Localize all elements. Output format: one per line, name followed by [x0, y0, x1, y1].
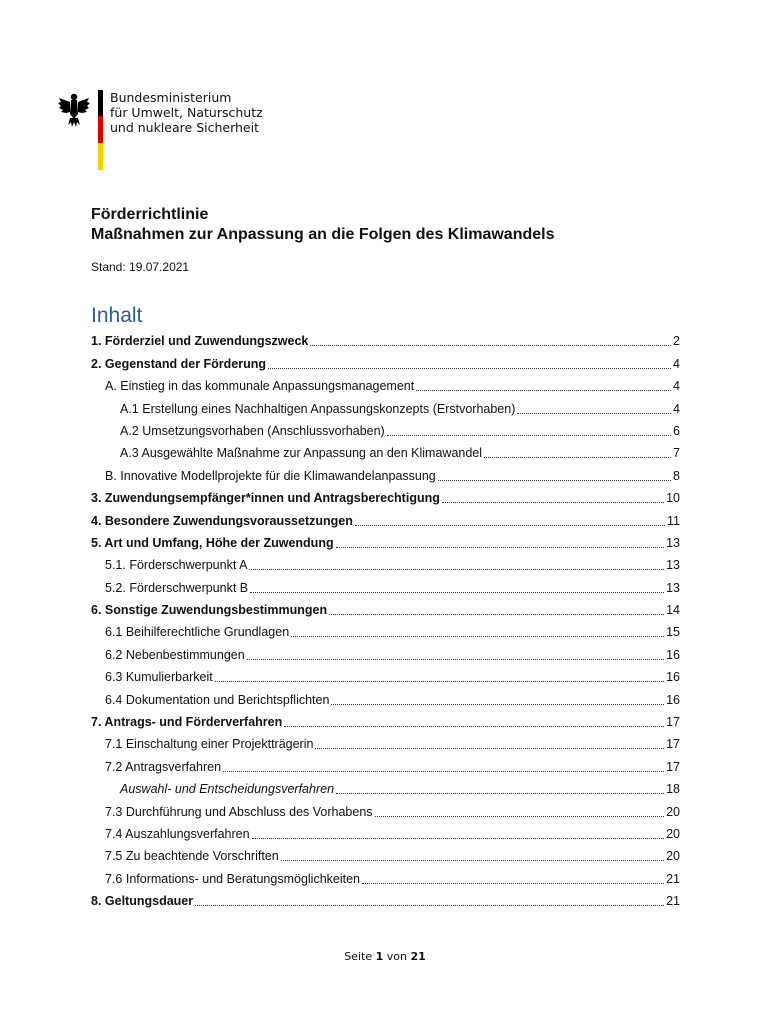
toc-leader-dots — [252, 838, 665, 839]
ministry-logo — [58, 90, 318, 170]
toc-entry[interactable] — [91, 752, 680, 774]
toc-entry[interactable] — [91, 417, 680, 439]
toc-leader-dots — [291, 636, 664, 637]
toc-entry-label: 8. Geltungsdauer — [91, 894, 194, 909]
toc-entry-label: 5. Art und Umfang, Höhe der Zuwendung — [91, 535, 334, 550]
toc-entry-page: 10 — [666, 491, 680, 506]
toc-leader-dots — [195, 905, 664, 906]
toc-entry-label: 7.4 Auszahlungsverfahren — [105, 826, 250, 841]
toc-leader-dots — [315, 748, 664, 749]
ministry-line-2: für Umwelt, Naturschutz — [110, 105, 263, 120]
toc-leader-dots — [362, 883, 664, 884]
footer-current-page: 1 — [375, 950, 384, 963]
toc-entry[interactable] — [91, 327, 680, 349]
toc-entry-page: 17 — [666, 715, 680, 730]
toc-entry[interactable] — [91, 618, 680, 640]
toc-leader-dots — [355, 525, 665, 526]
toc-entry-label: 7.6 Informations- und Beratungsmöglichkeiten — [105, 871, 361, 886]
toc-entry[interactable] — [91, 864, 680, 886]
toc-leader-dots — [416, 390, 671, 391]
toc-entry[interactable] — [91, 708, 680, 730]
toc-entry-label: 6.4 Dokumentation und Berichtspflichten — [105, 692, 330, 707]
toc-entry[interactable] — [91, 529, 680, 551]
toc-entry-page: 17 — [666, 759, 680, 774]
toc-leader-dots — [438, 480, 671, 481]
toc-entry[interactable] — [91, 797, 680, 819]
toc-entry-page: 16 — [666, 647, 680, 662]
toc-entry[interactable] — [91, 461, 680, 483]
ministry-name — [110, 90, 263, 135]
toc-entry-page: 6 — [673, 423, 680, 438]
toc-entry-label: B. Innovative Modellprojekte für die Klimawandelanpassung — [105, 468, 436, 483]
toc-entry[interactable] — [91, 842, 680, 864]
toc-entry-label: A.2 Umsetzungsvorhaben (Anschlussvorhaben) — [120, 423, 385, 438]
toc-entry[interactable] — [91, 349, 680, 371]
toc-entry-label: A. Einstieg in das kommunale Anpassungsmanagement — [105, 379, 415, 394]
toc-leader-dots — [336, 793, 664, 794]
toc-entry-page: 14 — [666, 603, 680, 618]
toc-entry-label: Auswahl- und Entscheidungsverfahren — [120, 782, 335, 797]
toc-entry-label: 7.5 Zu beachtende Vorschriften — [105, 849, 279, 864]
toc-leader-dots — [375, 816, 665, 817]
toc-entry-label: 5.2. Förderschwerpunkt B — [105, 580, 249, 595]
toc-entry-label: 1. Förderziel und Zuwendungszweck — [91, 334, 309, 349]
toc-entry[interactable] — [91, 372, 680, 394]
toc-entry-label: 7. Antrags- und Förderverfahren — [91, 715, 283, 730]
footer-middle: von — [386, 950, 407, 963]
toc-entry-page: 4 — [673, 401, 680, 416]
toc-leader-dots — [249, 569, 664, 570]
document-date: Stand: 19.07.2021 — [91, 260, 190, 274]
toc-leader-dots — [268, 368, 671, 369]
toc-entry[interactable] — [91, 685, 680, 707]
toc-entry-page: 20 — [666, 804, 680, 819]
toc-leader-dots — [331, 704, 664, 705]
toc-entry-page: 13 — [666, 535, 680, 550]
toc-leader-dots — [250, 592, 664, 593]
toc-entry[interactable] — [91, 484, 680, 506]
toc-entry[interactable] — [91, 573, 680, 595]
footer-prefix: Seite — [344, 950, 373, 963]
toc-entry-label: 6.3 Kumulierbarkeit — [105, 670, 213, 685]
toc-entry-label: A.1 Erstellung eines Nachhaltigen Anpassungskonzepts (Erstvorhaben) — [120, 401, 516, 416]
toc-entry-page: 8 — [673, 468, 680, 483]
ministry-line-1: Bundesministerium — [110, 90, 232, 105]
toc-entry[interactable] — [91, 551, 680, 573]
toc-leader-dots — [215, 681, 664, 682]
toc-entry-page: 13 — [666, 580, 680, 595]
toc-entry-page: 15 — [666, 625, 680, 640]
toc-leader-dots — [284, 726, 664, 727]
toc-entry[interactable] — [91, 887, 680, 909]
toc-leader-dots — [336, 547, 665, 548]
toc-entry-label: 4. Besondere Zuwendungsvoraussetzungen — [91, 513, 353, 528]
footer-total-pages: 21 — [410, 950, 426, 963]
german-flag-bar — [98, 90, 103, 170]
toc-entry-page: 2 — [673, 334, 680, 349]
toc-entry-page: 18 — [666, 782, 680, 797]
table-of-contents — [91, 327, 680, 909]
toc-heading: Inhalt — [91, 304, 143, 327]
toc-entry-page: 7 — [673, 446, 680, 461]
toc-entry[interactable] — [91, 596, 680, 618]
toc-entry-label: A.3 Ausgewählte Maßnahme zur Anpassung an den Klimawandel — [120, 446, 483, 461]
federal-eagle-icon — [58, 92, 90, 128]
toc-leader-dots — [517, 413, 671, 414]
toc-entry-label: 7.1 Einschaltung einer Projektträgerin — [105, 737, 314, 752]
toc-entry[interactable] — [91, 820, 680, 842]
title-line-1: Förderrichtlinie — [91, 206, 209, 223]
toc-leader-dots — [442, 502, 664, 503]
toc-entry-page: 4 — [673, 379, 680, 394]
toc-entry[interactable] — [91, 640, 680, 662]
toc-entry-label: 7.3 Durchführung und Abschluss des Vorhabens — [105, 804, 373, 819]
toc-entry[interactable] — [91, 663, 680, 685]
toc-entry-label: 5.1. Förderschwerpunkt A — [105, 558, 248, 573]
toc-leader-dots — [310, 345, 671, 346]
toc-entry-page: 4 — [673, 356, 680, 371]
toc-entry-label: 6.2 Nebenbestimmungen — [105, 647, 245, 662]
toc-entry-page: 20 — [666, 826, 680, 841]
toc-entry[interactable] — [91, 394, 680, 416]
toc-entry-label: 6.1 Beihilferechtliche Grundlagen — [105, 625, 290, 640]
toc-entry-label: 6. Sonstige Zuwendungsbestimmungen — [91, 603, 328, 618]
toc-entry-page: 13 — [666, 558, 680, 573]
document-title — [91, 205, 554, 245]
page-footer — [0, 950, 770, 963]
toc-entry-page: 16 — [666, 670, 680, 685]
toc-entry[interactable] — [91, 730, 680, 752]
toc-entry-page: 16 — [666, 692, 680, 707]
toc-leader-dots — [281, 860, 664, 861]
toc-entry[interactable] — [91, 506, 680, 528]
toc-leader-dots — [329, 614, 664, 615]
toc-entry-page: 21 — [666, 871, 680, 886]
toc-leader-dots — [247, 659, 664, 660]
toc-entry-page: 17 — [666, 737, 680, 752]
toc-leader-dots — [484, 457, 671, 458]
title-line-2: Maßnahmen zur Anpassung an die Folgen des Klimawandels — [91, 226, 555, 243]
toc-entry-label: 2. Gegenstand der Förderung — [91, 356, 267, 371]
toc-entry-page: 11 — [667, 513, 680, 528]
toc-leader-dots — [223, 771, 664, 772]
toc-entry-page: 20 — [666, 849, 680, 864]
toc-entry[interactable] — [91, 775, 680, 797]
ministry-line-3: und nukleare Sicherheit — [110, 120, 259, 135]
toc-entry-page: 21 — [666, 894, 680, 909]
toc-entry[interactable] — [91, 439, 680, 461]
toc-entry-label: 7.2 Antragsverfahren — [105, 759, 222, 774]
toc-leader-dots — [387, 435, 671, 436]
toc-entry-label: 3. Zuwendungsempfänger*innen und Antragsberechtigung — [91, 491, 440, 506]
